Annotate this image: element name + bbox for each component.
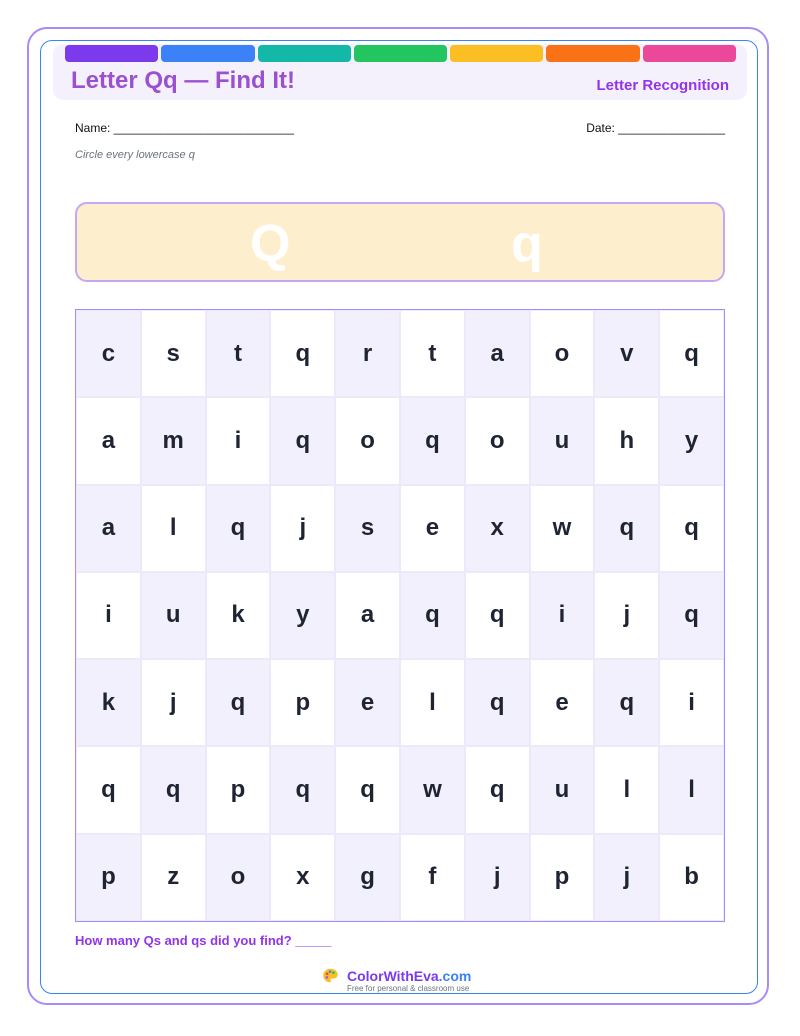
letter-grid — [75, 309, 725, 922]
grid-cell[interactable]: q — [400, 397, 465, 484]
rainbow-segment — [354, 45, 447, 62]
rainbow-segment — [643, 45, 736, 62]
grid-cell[interactable]: i — [206, 397, 271, 484]
grid-cell[interactable]: a — [465, 310, 530, 397]
grid-cell[interactable]: i — [530, 572, 595, 659]
grid-cell[interactable]: f — [400, 834, 465, 921]
grid-cell[interactable]: l — [659, 746, 724, 833]
grid-cell[interactable]: e — [335, 659, 400, 746]
grid-cell[interactable]: q — [206, 659, 271, 746]
grid-cell[interactable]: q — [659, 310, 724, 397]
grid-cell[interactable]: p — [76, 834, 141, 921]
rainbow-segment — [450, 45, 543, 62]
grid-cell[interactable]: y — [659, 397, 724, 484]
grid-cell[interactable]: j — [141, 659, 206, 746]
name-field: Name: ___________________________ — [75, 121, 294, 135]
grid-cell[interactable]: l — [141, 485, 206, 572]
grid-cell[interactable]: a — [335, 572, 400, 659]
grid-cell[interactable]: j — [465, 834, 530, 921]
grid-cell[interactable]: k — [206, 572, 271, 659]
grid-cell[interactable]: p — [206, 746, 271, 833]
count-question: How many Qs and qs did you find? _____ — [75, 933, 332, 948]
grid-cell[interactable]: u — [141, 572, 206, 659]
rainbow-segment — [65, 45, 158, 62]
brand-part-2: WithEva — [383, 968, 439, 984]
grid-cell[interactable]: q — [206, 485, 271, 572]
grid-cell[interactable]: q — [465, 659, 530, 746]
grid-cell[interactable]: w — [530, 485, 595, 572]
grid-cell[interactable]: t — [206, 310, 271, 397]
grid-cell[interactable]: i — [76, 572, 141, 659]
rainbow-segment — [258, 45, 351, 62]
grid-cell[interactable]: x — [270, 834, 335, 921]
letter-banner — [75, 202, 725, 282]
grid-cell[interactable]: e — [400, 485, 465, 572]
grid-cell[interactable]: j — [270, 485, 335, 572]
grid-cell[interactable]: l — [594, 746, 659, 833]
grid-cell[interactable]: o — [530, 310, 595, 397]
grid-cell[interactable]: v — [594, 310, 659, 397]
grid-cell[interactable]: u — [530, 746, 595, 833]
grid-cell[interactable]: r — [335, 310, 400, 397]
grid-cell[interactable]: q — [659, 572, 724, 659]
grid-cell[interactable]: q — [465, 746, 530, 833]
grid-cell[interactable]: j — [594, 834, 659, 921]
grid-cell[interactable]: t — [400, 310, 465, 397]
grid-cell[interactable]: q — [141, 746, 206, 833]
grid-cell[interactable]: o — [206, 834, 271, 921]
grid-cell[interactable]: s — [335, 485, 400, 572]
uppercase-letter: Q — [250, 215, 291, 273]
page-title: Letter Qq — Find It! — [71, 67, 295, 94]
grid-cell[interactable]: l — [400, 659, 465, 746]
rainbow-stripe — [65, 45, 736, 62]
palette-icon — [322, 967, 339, 984]
brand-name — [347, 968, 471, 984]
grid-cell[interactable]: q — [400, 572, 465, 659]
grid-cell[interactable]: q — [270, 397, 335, 484]
grid-cell[interactable]: a — [76, 397, 141, 484]
grid-cell[interactable]: g — [335, 834, 400, 921]
subject-label: Letter Recognition — [596, 77, 729, 94]
grid-cell[interactable]: q — [594, 659, 659, 746]
grid-cell[interactable]: q — [465, 572, 530, 659]
grid-cell[interactable]: p — [530, 834, 595, 921]
grid-cell[interactable]: m — [141, 397, 206, 484]
rainbow-segment — [161, 45, 254, 62]
date-field: Date: ________________ — [586, 121, 725, 135]
grid-cell[interactable]: q — [594, 485, 659, 572]
tagline: Free for personal & classroom use — [347, 984, 470, 993]
grid-cell[interactable]: u — [530, 397, 595, 484]
grid-cell[interactable]: h — [594, 397, 659, 484]
grid-cell[interactable]: s — [141, 310, 206, 397]
grid-cell[interactable]: j — [594, 572, 659, 659]
grid-cell[interactable]: q — [270, 310, 335, 397]
grid-cell[interactable]: y — [270, 572, 335, 659]
grid-cell[interactable]: q — [270, 746, 335, 833]
grid-cell[interactable]: c — [76, 310, 141, 397]
brand-part-1: Color — [347, 968, 384, 984]
grid-cell[interactable]: z — [141, 834, 206, 921]
grid-cell[interactable]: e — [530, 659, 595, 746]
grid-cell[interactable]: k — [76, 659, 141, 746]
grid-cell[interactable]: o — [335, 397, 400, 484]
brand-part-3: .com — [438, 968, 472, 984]
grid-cell[interactable]: w — [400, 746, 465, 833]
grid-cell[interactable]: i — [659, 659, 724, 746]
grid-cell[interactable]: b — [659, 834, 724, 921]
grid-cell[interactable]: o — [465, 397, 530, 484]
instruction-text: Circle every lowercase q — [75, 149, 195, 161]
grid-cell[interactable]: q — [335, 746, 400, 833]
rainbow-segment — [546, 45, 639, 62]
grid-cell[interactable]: p — [270, 659, 335, 746]
lowercase-letter: q — [511, 215, 543, 273]
grid-cell[interactable]: q — [659, 485, 724, 572]
grid-cell[interactable]: a — [76, 485, 141, 572]
grid-cell[interactable]: q — [76, 746, 141, 833]
grid-cell[interactable]: x — [465, 485, 530, 572]
